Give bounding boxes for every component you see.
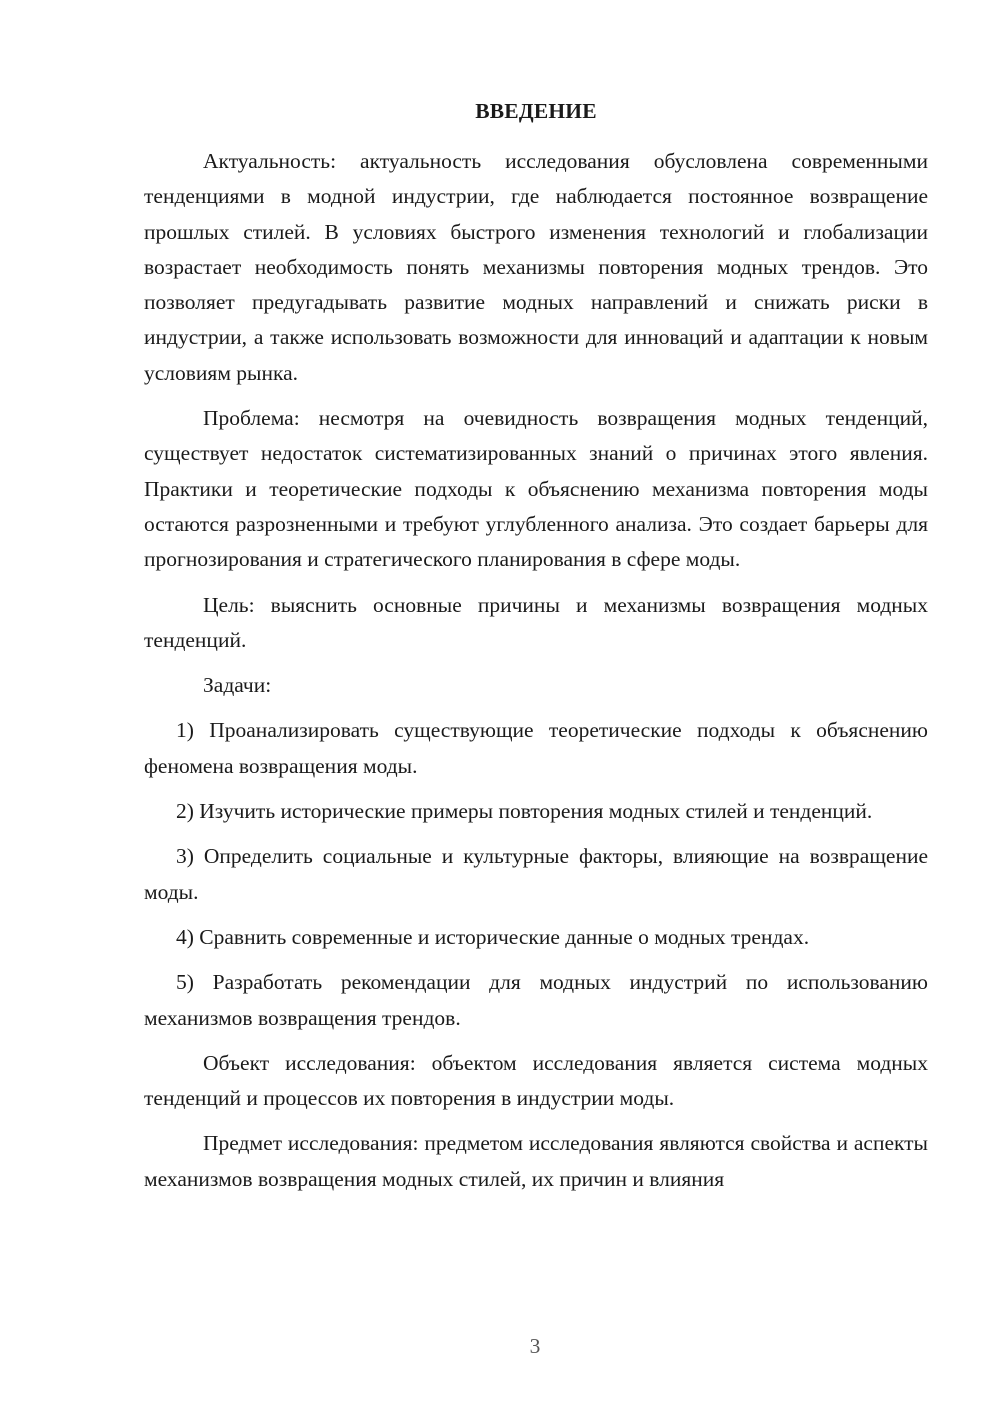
list-item: 3) Определить социальные и культурные факторы, влияющие на возвращение моды. [144,844,928,904]
tasks-list [144,713,928,1035]
tasks-label: Задачи: [203,673,272,698]
relevance-paragraph: Актуальность: актуальность исследования обусловлена современными тенденциями в модной индустрии, где наблюдается постоянное возвращение прошлых стилей. В условиях быстрого изменения технологий и глобализации возрастает необходимость понять механизмы повторения модных трендов. Это позволяет предугадывать развитие модных направлений и снижать риски в индустрии, а также использовать возможности для инноваций и адаптации к новым условиям рынка. [144,149,928,385]
list-item: 4) Сравнить современные и исторические данные о модных трендах. [176,924,810,949]
list-item: 2) Изучить исторические примеры повторения модных стилей и тенденций. [176,799,873,824]
page-title: ВВЕДЕНИЕ [475,99,597,123]
subject-paragraph: Предмет исследования: предметом исследования являются свойства и аспекты механизмов возвращения модных стилей, их причин и влияния [144,1131,928,1191]
goal-paragraph: Цель: выяснить основные причины и механизмы возвращения модных тенденций. [144,592,928,652]
document-page [144,96,928,1207]
page-number: 3 [529,1334,541,1358]
problem-paragraph: Проблема: несмотря на очевидность возвращения модных тенденций, существует недостаток систематизированных знаний о причинах этого явления. Практики и теоретические подходы к объяснению механизма повторения моды остаются разрозненными и требуют углубленного анализа. Это создает барьеры для прогнозирования и стратегического планирования в сфере моды. [144,406,928,572]
list-item: 5) Разработать рекомендации для модных индустрий по использованию механизмов возвращения трендов. [144,970,928,1030]
object-paragraph: Объект исследования: объектом исследования является система модных тенденций и процессов их повторения в индустрии моды. [144,1050,928,1111]
list-item: 1) Проанализировать существующие теоретические подходы к объяснению феномена возвращения моды. [144,718,928,778]
